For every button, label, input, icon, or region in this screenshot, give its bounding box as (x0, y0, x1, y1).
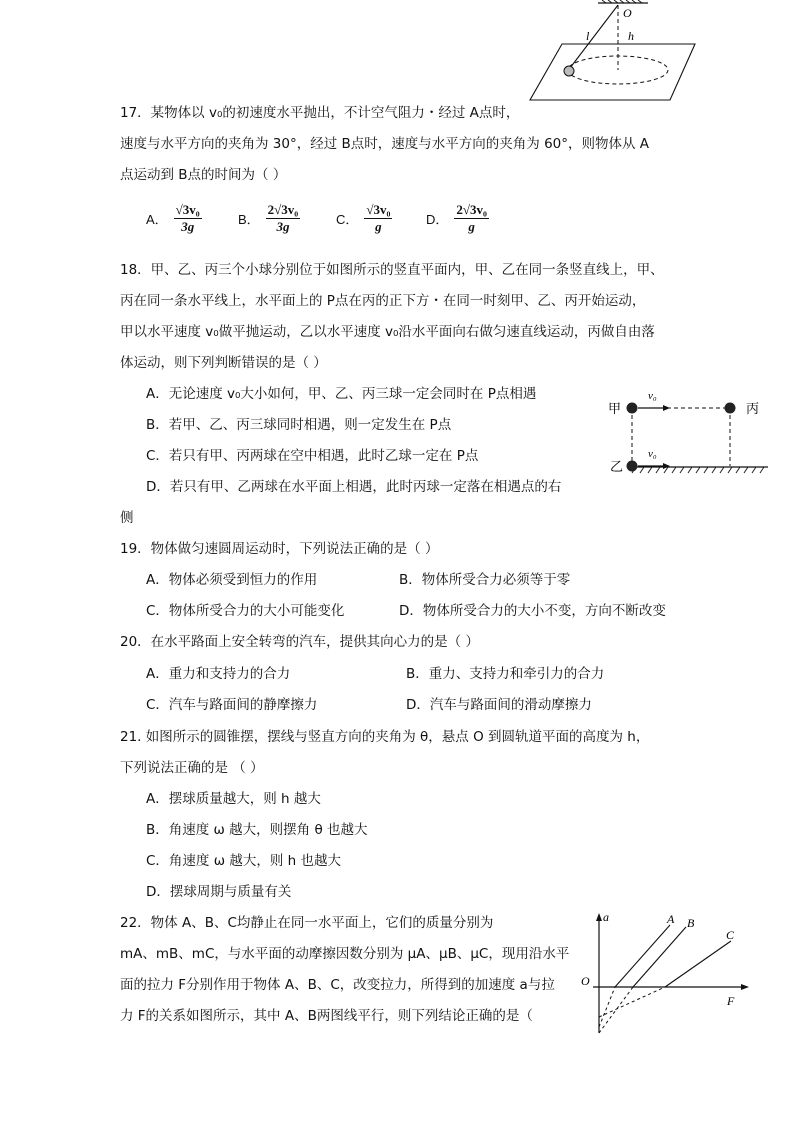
line-A (615, 925, 670, 987)
ball-jia (627, 403, 638, 414)
q20-option-c[interactable]: C．汽车与路面间的静摩擦力 (146, 697, 318, 713)
a-F-graph (575, 905, 775, 1045)
q17-line2: 速度与水平方向的夹角为 30°，经过 B点时，速度与水平方向的夹角为 60°，则物体从 A (120, 136, 650, 152)
q18-line1: 18．甲、乙、丙三个小球分别位于如图所示的竖直平面内，甲、乙在同一条竖直线上，甲、 (120, 262, 664, 278)
q21-option-b[interactable]: B．角速度 ω 越大，则摆角 θ 也越大 (146, 822, 368, 838)
label-C: C (726, 928, 735, 942)
q19-option-a[interactable]: A．物体必须受到恒力的作用 (146, 572, 318, 588)
conical-pendulum-figure (520, 0, 710, 108)
q20-option-a[interactable]: A．重力和支持力的合力 (146, 666, 291, 682)
fraction: $\frac{\text{√3v₀}}{3g}$ (175, 202, 200, 234)
q22-line2: mA、mB、mC，与水平面的动摩擦因数分别为 μA、μB、μC，现用沿水平 (120, 946, 570, 962)
q17-line3: 点运动到 B点的时间为（ ） (120, 167, 287, 183)
q21-option-a[interactable]: A．摆球质量越大，则 h 越大 (146, 791, 321, 807)
q18-line4: 体运动，则下列判断错误的是（ ） (120, 355, 327, 371)
axis-label-a: a (603, 910, 609, 924)
label-v0-top: v₀ (648, 390, 657, 402)
q17-option-a[interactable]: A． $\frac{\text{√3v₀}}{3g}$ (146, 202, 200, 234)
q20-stem: 20．在水平路面上安全转弯的汽车，提供其向心力的是（ ） (120, 634, 479, 650)
q17-option-c[interactable]: C． $\frac{\text{√3v₀}}{g}$ (336, 202, 391, 234)
ball-bing (725, 403, 736, 414)
origin-label: O (581, 974, 590, 988)
label-B: B (687, 916, 695, 930)
label-bing: 丙 (746, 402, 760, 417)
label-jia: 甲 (608, 402, 622, 417)
axis-label-F: F (727, 994, 735, 1008)
q22-line1: 22．物体 A、B、C均静止在同一水平面上，它们的质量分别为 (120, 915, 494, 931)
q18-option-d[interactable]: D．若只有甲、乙两球在水平面上相遇，此时丙球一定落在相遇点的右 (146, 479, 562, 495)
ball-yi (627, 461, 638, 472)
q19-option-d[interactable]: D．物体所受合力的大小不变，方向不断改变 (399, 603, 666, 619)
q20-option-d[interactable]: D．汽车与路面间的滑动摩擦力 (406, 697, 592, 713)
q18-option-d-cont: 侧 (120, 510, 134, 526)
label-yi: 乙 (610, 460, 624, 475)
q19-option-b[interactable]: B．物体所受合力必须等于零 (399, 572, 571, 588)
q21-option-c[interactable]: C．角速度 ω 越大，则 h 也越大 (146, 853, 341, 869)
q22-line3: 面的拉力 F分别作用于物体 A、B、C，改变拉力，所得到的加速度 a与拉 (120, 977, 555, 993)
q17-option-b[interactable]: B． $\frac{\text{2√3v₀}}{3g}$ (238, 202, 299, 234)
q18-option-b[interactable]: B．若甲、乙、丙三球同时相遇，则一定发生在 P点 (146, 417, 452, 433)
fraction: $\frac{\text{√3v₀}}{g}$ (366, 202, 391, 234)
label-l: l (586, 29, 590, 43)
q20-option-b[interactable]: B．重力、支持力和牵引力的合力 (406, 666, 605, 682)
q22-line4: 力 F的关系如图所示，其中 A、B两图线平行，则下列结论正确的是（ (120, 1008, 533, 1024)
q21-line1: 21. 如图所示的圆锥摆，摆线与竖直方向的夹角为 θ，悬点 O 到圆轨道平面的高度为 h， (120, 729, 650, 745)
q19-option-c[interactable]: C．物体所受合力的大小可能变化 (146, 603, 345, 619)
three-balls-figure (600, 380, 780, 490)
line-C (665, 941, 731, 987)
fraction: $\frac{\text{2√3v₀}}{g}$ (456, 202, 487, 234)
q18-option-a[interactable]: A．无论速度 v₀大小如何，甲、乙、丙三球一定会同时在 P点相遇 (146, 386, 537, 402)
q21-line2: 下列说法正确的是 （ ） (120, 760, 264, 776)
label-O: O (623, 6, 632, 20)
q18-option-c[interactable]: C．若只有甲、丙两球在空中相遇，此时乙球一定在 P点 (146, 448, 479, 464)
q19-stem: 19．物体做匀速圆周运动时，下列说法正确的是（ ） (120, 541, 439, 557)
q18-line3: 甲以水平速度 v₀做平抛运动，乙以水平速度 v₀沿水平面向右做匀速直线运动，丙做自由落 (120, 324, 655, 340)
fraction: $\frac{\text{2√3v₀}}{3g}$ (267, 202, 299, 234)
q17-line1: 17．某物体以 v₀的初速度水平抛出，不计空气阻力・经过 A点时， (120, 105, 520, 121)
q18-line2: 丙在同一条水平线上，水平面上的 P点在丙的正下方・在同一时刻甲、乙、丙开始运动， (120, 293, 646, 309)
label-h: h (628, 29, 634, 43)
q17-option-d[interactable]: D． $\frac{\text{2√3v₀}}{g}$ (426, 202, 487, 234)
label-A: A (667, 912, 675, 926)
q21-option-d[interactable]: D．摆球周期与质量有关 (146, 884, 292, 900)
label-v0-bottom: v₀ (648, 448, 657, 460)
